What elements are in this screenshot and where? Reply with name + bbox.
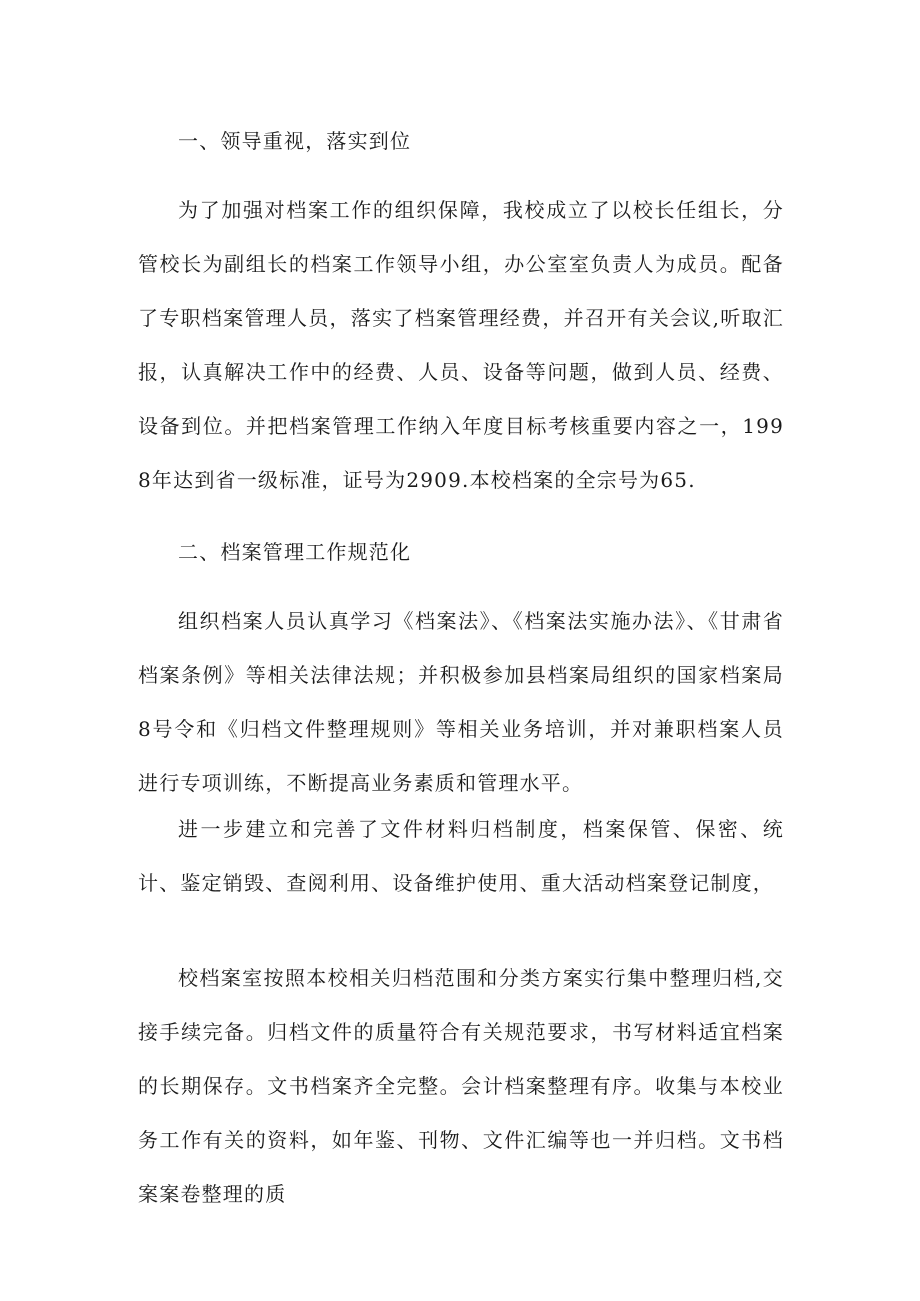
section-2-paragraph-3: 校档案室按照本校相关归档范围和分类方案实行集中整理归档,交接手续完备。归档文件的质量符合有关规范要求，书写材料适宜档案的长期保存。文书档案齐全完整。会计档案整理有序。收集与本校业务工作有关的资料，如年鉴、刊物、文件汇编等也一并归档。文书档案案卷整理的质 [138, 966, 784, 1206]
section-1-paragraph: 为了加强对档案工作的组织保障，我校成立了以校长任组长，分管校长为副组长的档案工作领导小组，办公室室负责人为成员。配备了专职档案管理人员，落实了档案管理经费，并召开有关会议,听取汇报，认真解决工作中的经费、人员、设备等问题，做到人员、经费、设备到位。并把档案管理工作纳入年度目标考核重要内容之一，1998年达到省一级标准，证号为2909.本校档案的全宗号为65. [138, 198, 784, 492]
section-1-heading: 一、领导重视，落实到位 [178, 129, 412, 153]
section-2-heading: 二、档案管理工作规范化 [178, 540, 412, 564]
section-2-paragraph-2: 进一步建立和完善了文件材料归档制度，档案保管、保密、统计、鉴定销毁、查阅利用、设备维护使用、重大活动档案登记制度， [138, 817, 784, 895]
section-2-paragraph-1: 组织档案人员认真学习《档案法》、《档案法实施办法》、《甘肃省档案条例》等相关法律法规；并积极参加县档案局组织的国家档案局8号令和《归档文件整理规则》等相关业务培训，并对兼职档案人员进行专项训练，不断提高业务素质和管理水平。 [138, 609, 784, 795]
